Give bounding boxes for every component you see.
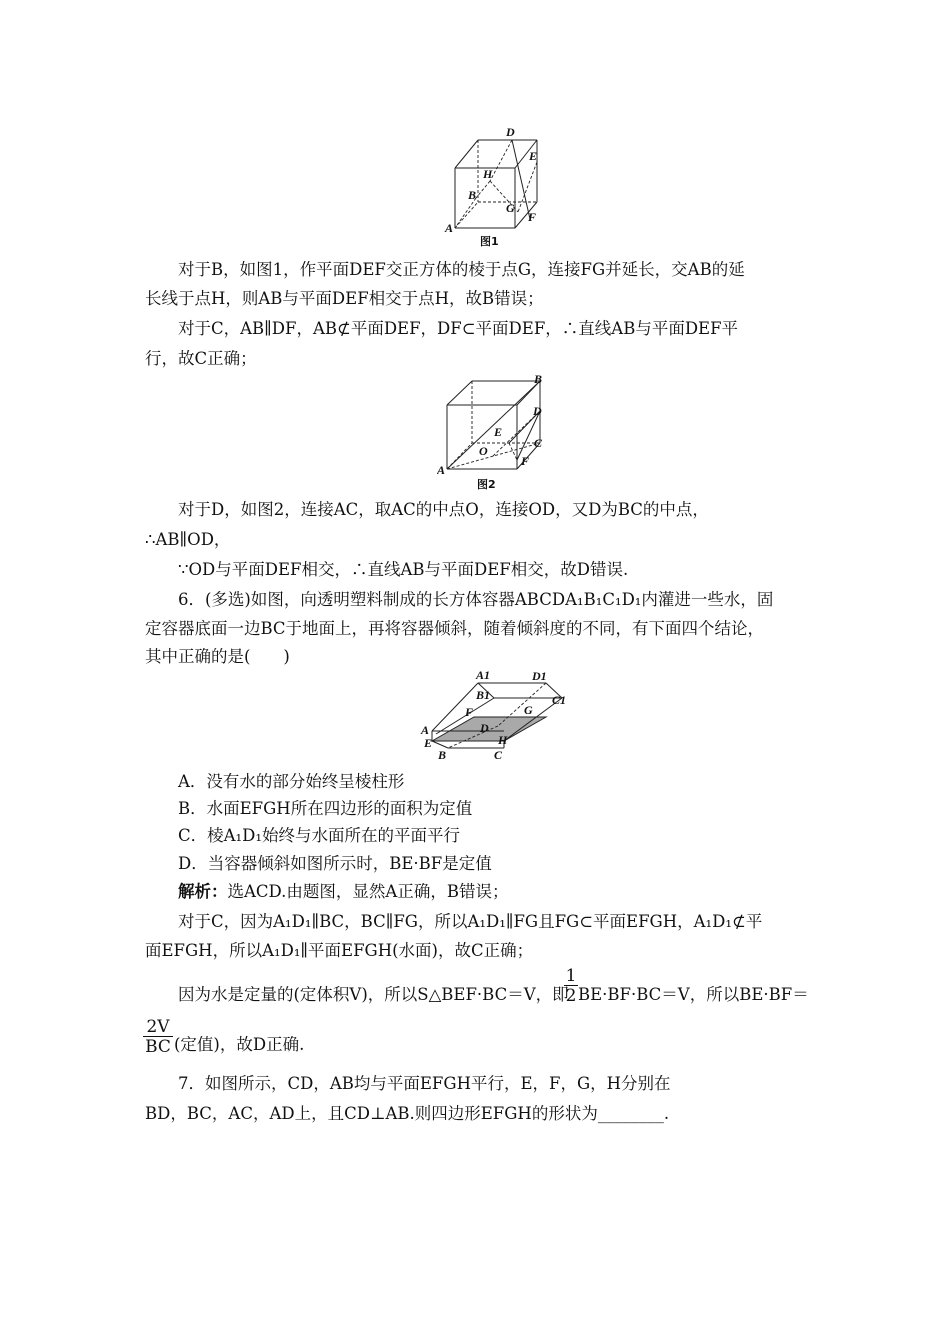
text-line: 对于B，如图1，作平面DEF交正方体的棱于点G，连接FG并延长，交AB的延 (178, 260, 745, 279)
fig2-label-a: A (437, 463, 446, 477)
text-line: ∴AB∥OD， (145, 530, 231, 549)
text-line: ∵OD与平面DEF相交，∴直线AB与平面DEF相交，故D错误. (178, 560, 629, 579)
fig3-label-b1: B1 (476, 688, 491, 702)
fig1-label-e: E (529, 149, 538, 163)
fig2-label-c: C (534, 436, 543, 450)
fig1-label-h: H (483, 167, 493, 181)
text-line: 行，故C正确； (145, 349, 257, 368)
question-6-line: 其中正确的是( ) (145, 647, 290, 666)
fig2-caption: 图2 (477, 478, 496, 491)
fig3-label-a: A (421, 723, 430, 737)
fig1-label-d: D (506, 125, 515, 139)
question-6-line: 6．(多选)如图，向透明塑料制成的长方体容器ABCDA₁B₁C₁D₁内灌进一些水，固 (178, 590, 774, 609)
fig1-label-a: A (445, 221, 454, 235)
question-7-line: BD，BC，AC，AD上，且CD⊥AB.则四边形EFGH的形状为________. (145, 1104, 670, 1123)
fig3-label-e: E (424, 736, 433, 750)
fraction-numerator: 2V (146, 1017, 170, 1037)
fig3-label-d: D (480, 721, 489, 735)
fraction-one-half (564, 967, 578, 1006)
text-line: 面EFGH，所以A₁D₁∥平面EFGH(水面)，故C正确； (145, 941, 534, 960)
text-line: 长线于点H，则AB与平面DEF相交于点H，故B错误； (145, 289, 544, 308)
text-line: 对于C，因为A₁D₁∥BC，BC∥FG，所以A₁D₁∥FG且FG⊂平面EFGH，A₁D₁⊄平 (178, 912, 763, 931)
text-line: (定值)，故D正确. (174, 1035, 305, 1054)
fig3-label-h: H (498, 733, 508, 747)
fig3-label-c: C (494, 748, 503, 762)
text-line: BE·BF·BC＝V，所以BE·BF＝ (578, 985, 809, 1004)
option-a: A．没有水的部分始终呈棱柱形 (178, 772, 405, 791)
figure-1-cube (440, 122, 550, 250)
fig3-label-c1: C1 (552, 693, 567, 707)
fig3-label-f: F (465, 705, 474, 719)
fig1-label-f: F (528, 210, 537, 224)
fig1-label-b: B (468, 188, 477, 202)
fraction-denominator: BC (145, 1037, 171, 1057)
figure-2-cube (437, 373, 552, 495)
question-7-line: 7．如图所示，CD，AB均与平面EFGH平行，E，F，G，H分别在 (178, 1074, 671, 1093)
fig1-label-g: G (506, 201, 515, 215)
fraction-numerator: 1 (565, 966, 577, 986)
fig3-label-d1: D1 (532, 669, 547, 683)
fraction-denominator: 2 (565, 986, 577, 1006)
fig3-label-b: B (438, 748, 447, 762)
text-line: 对于C，AB∥DF，AB⊄平面DEF，DF⊂平面DEF，∴直线AB与平面DEF平 (178, 319, 739, 338)
option-c: C．棱A₁D₁始终与水面所在的平面平行 (178, 826, 460, 845)
fig2-label-o: O (479, 444, 488, 458)
fig2-label-f: F (521, 454, 530, 468)
solution-text: 选ACD.由题图，显然A正确，B错误； (227, 882, 509, 901)
fig2-label-d: D (533, 404, 542, 418)
fig2-label-e: E (494, 425, 503, 439)
option-d: D．当容器倾斜如图所示时，BE·BF是定值 (178, 854, 492, 873)
fig3-label-a1: A1 (476, 668, 491, 682)
text-line: 因为水是定量的(定体积V)，所以S△BEF·BC＝V，即 (178, 985, 569, 1004)
fig2-label-b: B (534, 373, 543, 386)
solution-label: 解析： (178, 882, 228, 901)
fig1-caption: 图1 (480, 235, 499, 248)
solution-line (178, 880, 838, 904)
text-line: 对于D，如图2，连接AC，取AC的中点O，连接OD，又D为BC的中点， (178, 500, 709, 519)
figure-3-tilted-prism (418, 668, 578, 764)
fraction-2v-over-bc (143, 1018, 173, 1057)
fig3-label-g: G (524, 703, 533, 717)
question-6-line: 定容器底面一边BC于地面上，再将容器倾斜，随着倾斜度的不同，有下面四个结论， (145, 619, 765, 638)
option-b: B．水面EFGH所在四边形的面积为定值 (178, 799, 473, 818)
